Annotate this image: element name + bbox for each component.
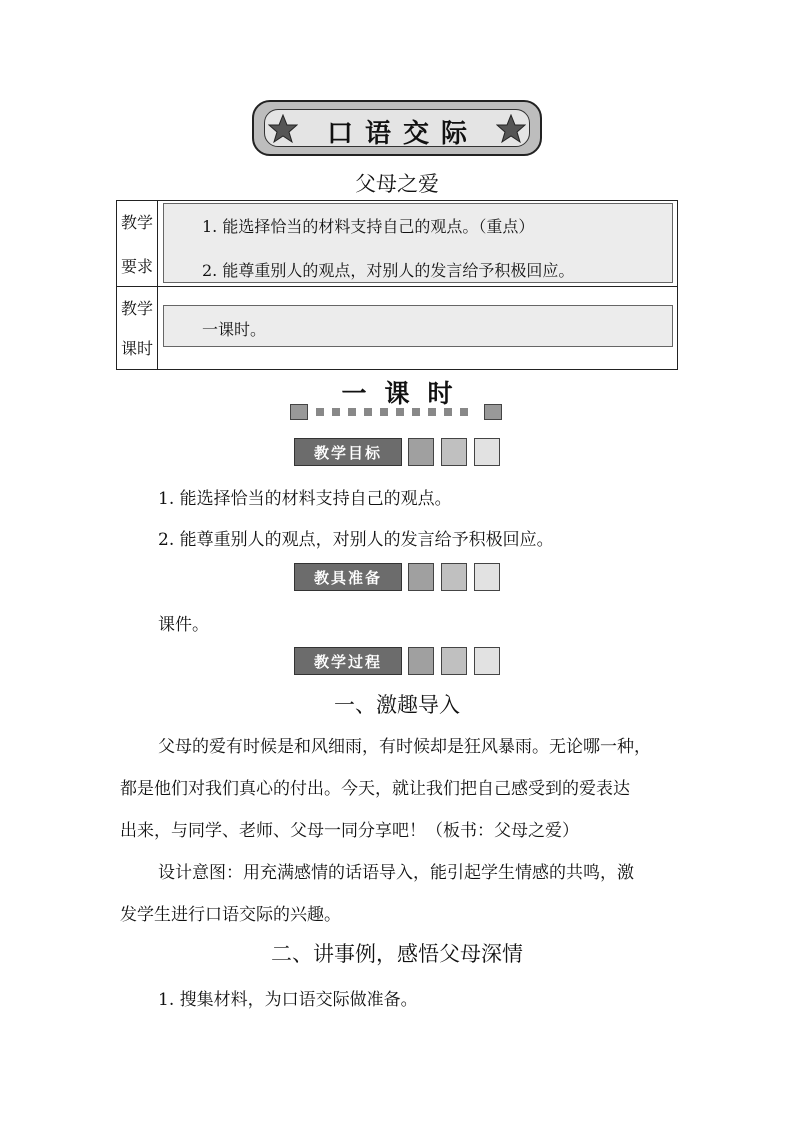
dot [412, 408, 420, 416]
section2-title: 二、讲事例，感悟父母深情 [271, 942, 523, 966]
hours-box [163, 305, 673, 347]
dot [460, 408, 468, 416]
tag-block [441, 563, 467, 591]
tag-block [474, 438, 500, 466]
req-label-line1: 教学 [120, 213, 153, 232]
tag-block [474, 647, 500, 675]
prep-text: 课件。 [158, 615, 209, 635]
dot [396, 408, 404, 416]
lesson-title: 父母之爱 [355, 172, 439, 196]
goal-item: 2. 能尊重别人的观点，对别人的发言给予积极回应。 [158, 530, 554, 550]
tag-block [408, 647, 434, 675]
hours-value: 一课时。 [202, 320, 267, 339]
section1-line: 都是他们对我们真心的付出。今天，就让我们把自己感受到的爱表达 [120, 779, 630, 799]
requirement-item: 1. 能选择恰当的材料支持自己的观点。（重点） [202, 217, 535, 236]
banner-title: 口语交际 [326, 119, 479, 149]
dot [332, 408, 340, 416]
decorative-block [290, 404, 308, 420]
tag-block [408, 438, 434, 466]
section2-item: 1. 搜集材料，为口语交际做准备。 [158, 990, 418, 1010]
section1-title: 一、激趣导入 [334, 693, 460, 717]
dot [364, 408, 372, 416]
section1-line: 出来，与同学、老师、父母一同分享吧！（板书：父母之爱） [120, 821, 579, 841]
tag-block [441, 438, 467, 466]
requirements-box [163, 203, 673, 283]
section1-line: 父母的爱有时候是和风细雨，有时候却是狂风暴雨。无论哪一种， [158, 737, 651, 757]
hours-label-line1: 教学 [120, 299, 153, 318]
title-banner [252, 100, 542, 156]
tag-block [441, 647, 467, 675]
dot [428, 408, 436, 416]
goal-item: 1. 能选择恰当的材料支持自己的观点。 [158, 489, 452, 509]
tag-block [474, 563, 500, 591]
dot [380, 408, 388, 416]
prep-tag-label: 教具准备 [294, 563, 402, 591]
requirement-item: 2. 能尊重别人的观点，对别人的发言给予积极回应。 [202, 261, 575, 280]
req-label-line2: 要求 [120, 257, 153, 276]
hours-label-line2: 课时 [120, 339, 153, 358]
dot [444, 408, 452, 416]
table-divider [117, 286, 677, 287]
decorative-block [484, 404, 502, 420]
dot [316, 408, 324, 416]
requirements-table [116, 200, 678, 370]
goals-tag-label: 教学目标 [294, 438, 402, 466]
decorative-dots [290, 403, 502, 421]
period-heading: 一课时 [341, 379, 471, 408]
tag-block [408, 563, 434, 591]
table-divider [157, 201, 158, 369]
process-tag-label: 教学过程 [294, 647, 402, 675]
design-intent-line: 设计意图：用充满感情的话语导入，能引起学生情感的共鸣，激 [158, 863, 634, 883]
dot [348, 408, 356, 416]
design-intent-line: 发学生进行口语交际的兴趣。 [120, 905, 341, 925]
